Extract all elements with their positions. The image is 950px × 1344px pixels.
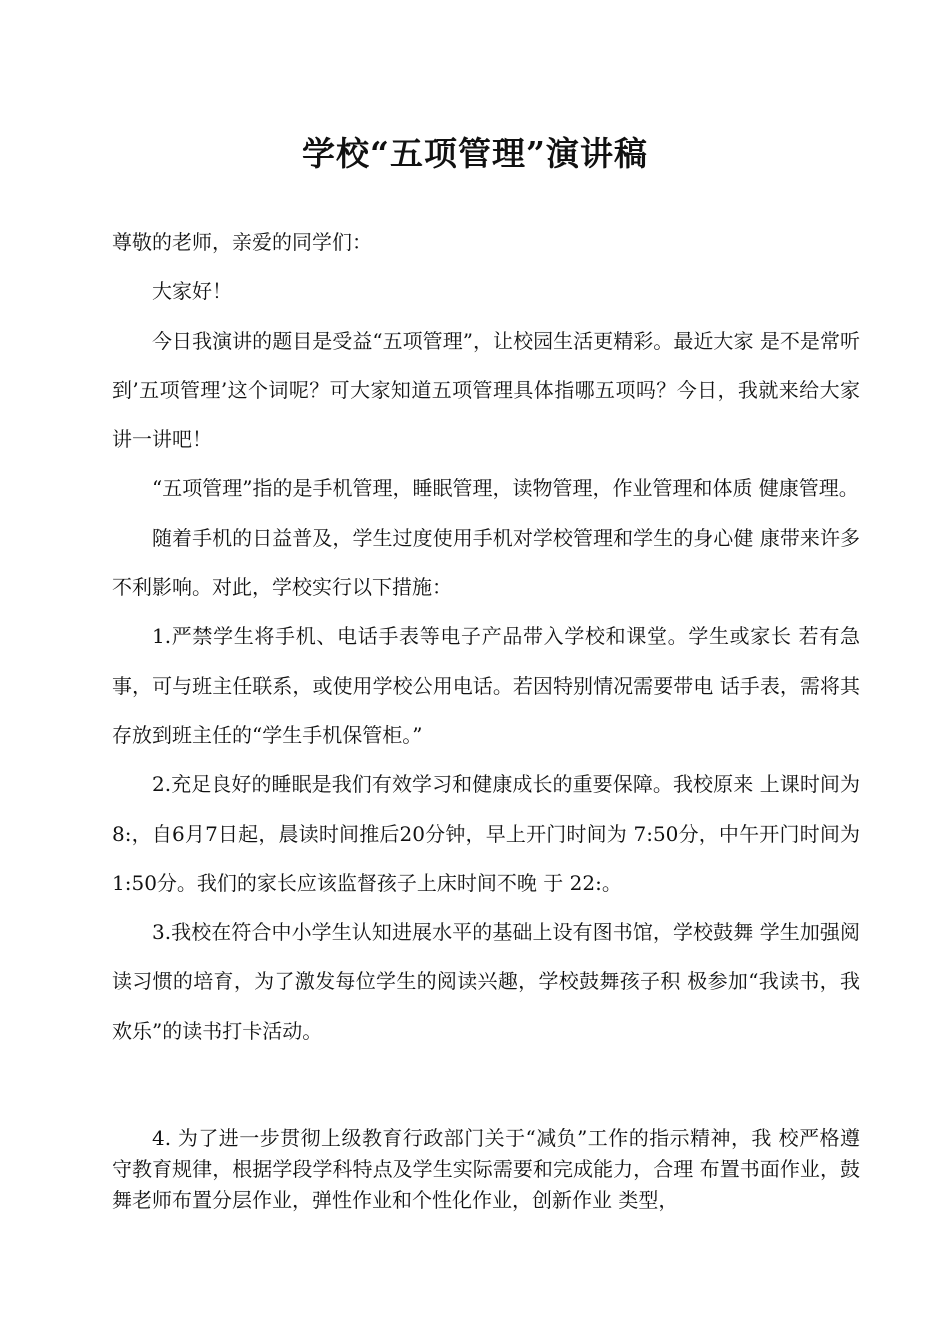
paragraph-definition: “五项管理”指的是手机管理，睡眠管理，读物管理，作业管理和体质 健康管理。 [152, 476, 859, 501]
paragraph-phone-context: 随着手机的日益普及，学生过度使用手机对学校管理和学生的身心健 康带来许多不利影响。对此，学校实行以下措施： [112, 525, 860, 600]
paragraph-item-1: 1.严禁学生将手机、电话手表等电子产品带入学校和课堂。学生或家长 若有急事，可与班主任联系，或使用学校公用电话。若因特别情况需要带电 话手表，需将其存放到班主任的“学生手机保管柜。” [112, 624, 860, 747]
paragraph-item-3: 3.我校在符合中小学生认知进展水平的基础上设有图书馆，学校鼓舞 学生加强阅读习惯的培育，为了激发每位学生的阅读兴趣，学校鼓舞孩子积 极参加“我读书，我欢乐”的读书打卡活动。 [112, 920, 860, 1043]
document-title: 学校“五项管理”演讲稿 [302, 134, 648, 174]
paragraph-item-4: 4. 为了进一步贯彻上级教育行政部门关于“减负”工作的指示精神，我 校严格遵守教育规律，根据学段学科特点及学生实际需要和完成能力，合理 布置书面作业，鼓舞老师布置分层作业，弹性作业和个性化作业，创新作业 类型， [112, 1126, 860, 1212]
paragraph-intro: 今日我演讲的题目是受益“五项管理”，让校园生活更精彩。最近大家 是不是常听到’五项管理’这个词呢？可大家知道五项管理具体指哪五项吗？今日，我就来给大家讲一讲吧！ [112, 328, 860, 452]
document-body [112, 218, 860, 1056]
greeting: 大家好！ [152, 279, 232, 304]
paragraph-item-2: 2.充足良好的睡眠是我们有效学习和健康成长的重要保障。我校原来 上课时间为8:，自6月7日起，晨读时间推后20分钟，早上开门时间为 7:50分，中午开门时间为1:50分。我们的家长应该监督孩子上床时间不晚 于 22:。 [112, 772, 860, 895]
salutation: 尊敬的老师，亲爱的同学们： [112, 230, 372, 254]
